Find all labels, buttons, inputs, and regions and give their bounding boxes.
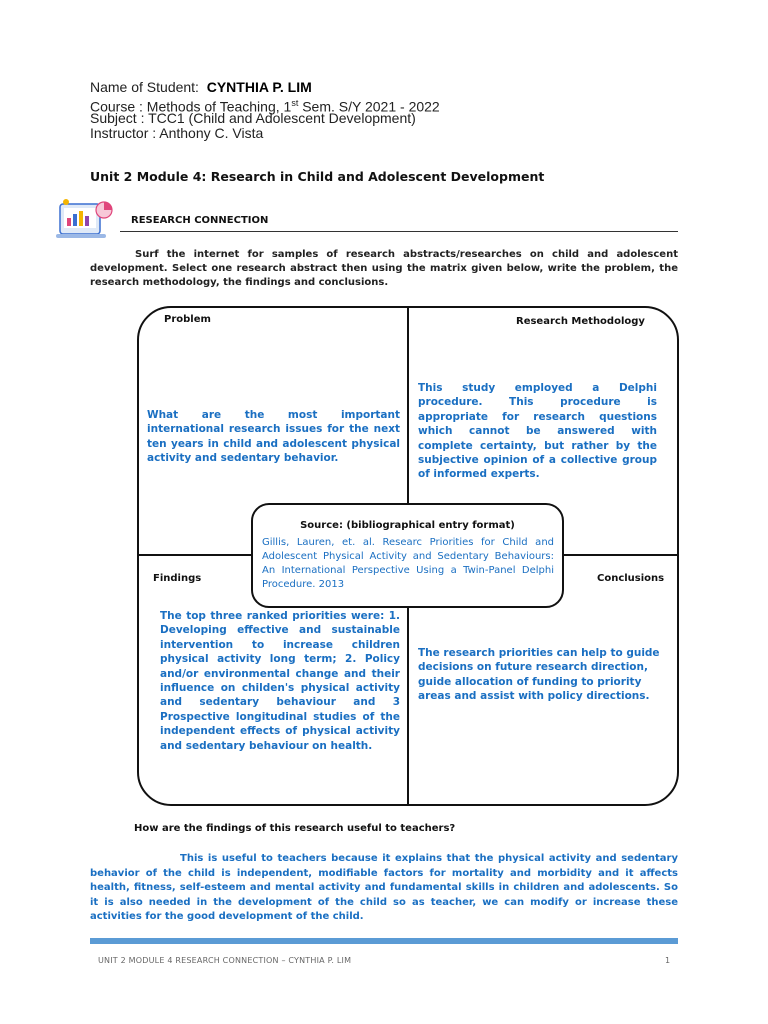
footer-text: UNIT 2 MODULE 4 RESEARCH CONNECTION – CYNTHIA P. LIM bbox=[98, 956, 352, 965]
course-label: Course : Methods of Teaching, 1 bbox=[90, 98, 292, 115]
question-text: How are the findings of this research useful to teachers? bbox=[134, 823, 456, 834]
findings-label: Findings bbox=[153, 573, 202, 584]
problem-label: Problem bbox=[164, 314, 211, 325]
course-rest: Sem. S/Y 2021 - 2022 bbox=[298, 98, 440, 115]
conclusions-label: Conclusions bbox=[597, 573, 665, 584]
problem-text: What are the most important international research issues for the next ten years in child and adolescent physical activity and sedentary behavior. bbox=[147, 409, 400, 465]
student-name: CYNTHIA P. LIM bbox=[206, 79, 312, 95]
instructor-line: Instructor : Anthony C. Vista bbox=[90, 125, 264, 141]
footer-bar bbox=[90, 938, 678, 944]
methodology-text: This study employed a Delphi procedure. This procedure is appropriate for research questions which cannot be answered with complete certainty, but rather by the subjective opinion of a collective group of informed experts. bbox=[418, 382, 657, 481]
section-label: RESEARCH CONNECTION bbox=[131, 215, 269, 226]
methodology-label: Research Methodology bbox=[516, 316, 645, 327]
student-line bbox=[90, 79, 312, 96]
intro-text: Surf the internet for samples of research abstracts/researches on child and adolescent development. Select one research abstract then using the matrix given below, write the problem, the research methodology, the findings and conclusions. bbox=[90, 249, 678, 288]
course-sup: st bbox=[291, 98, 299, 108]
student-label: Name of Student: bbox=[90, 79, 199, 95]
unit-title: Unit 2 Module 4: Research in Child and Adolescent Development bbox=[90, 169, 545, 184]
conclusions-text: The research priorities can help to guide decisions on future research direction, guide allocation of funding to priority areas and assist with policy directions. bbox=[418, 647, 660, 703]
answer-paragraph bbox=[90, 852, 678, 925]
section-divider bbox=[120, 231, 678, 232]
page-number: 1 bbox=[665, 956, 671, 965]
answer-text: This is useful to teachers because it explains that the physical activity and sedentary behavior of the child is independent, modifiable factors for mortality and morbidity and it affects health, fitness, self-esteem and mental activity and fundamental skills in children and adolescents. So it is also needed in the development of the child so as teacher, we can modify or increase these activities for the good development of the child. bbox=[90, 853, 678, 922]
source-label: Source: (bibliographical entry format) bbox=[300, 520, 515, 531]
subject-line: Subject : TCC1 (Child and Adolescent Development) bbox=[90, 110, 416, 126]
intro-paragraph bbox=[90, 248, 678, 290]
findings-text: The top three ranked priorities were: 1. Developing effective and sustainable intervention to increase children physical activity long term; 2. Policy and/or environmental change and their influence on childen's physical activity and sedentary behaviour and 3 Prospective longitudinal studies of the independent effects of physical activity and sedentary behaviour on health. bbox=[160, 610, 400, 752]
research-illustration-icon bbox=[52, 196, 122, 246]
source-text: Gillis, Lauren, et. al. Researc Priorities for Child and Adolescent Physical Activity and Sedentary Behaviours: An International Perspective Using a Twin-Panel Delphi Procedure. 2013 bbox=[262, 537, 554, 590]
